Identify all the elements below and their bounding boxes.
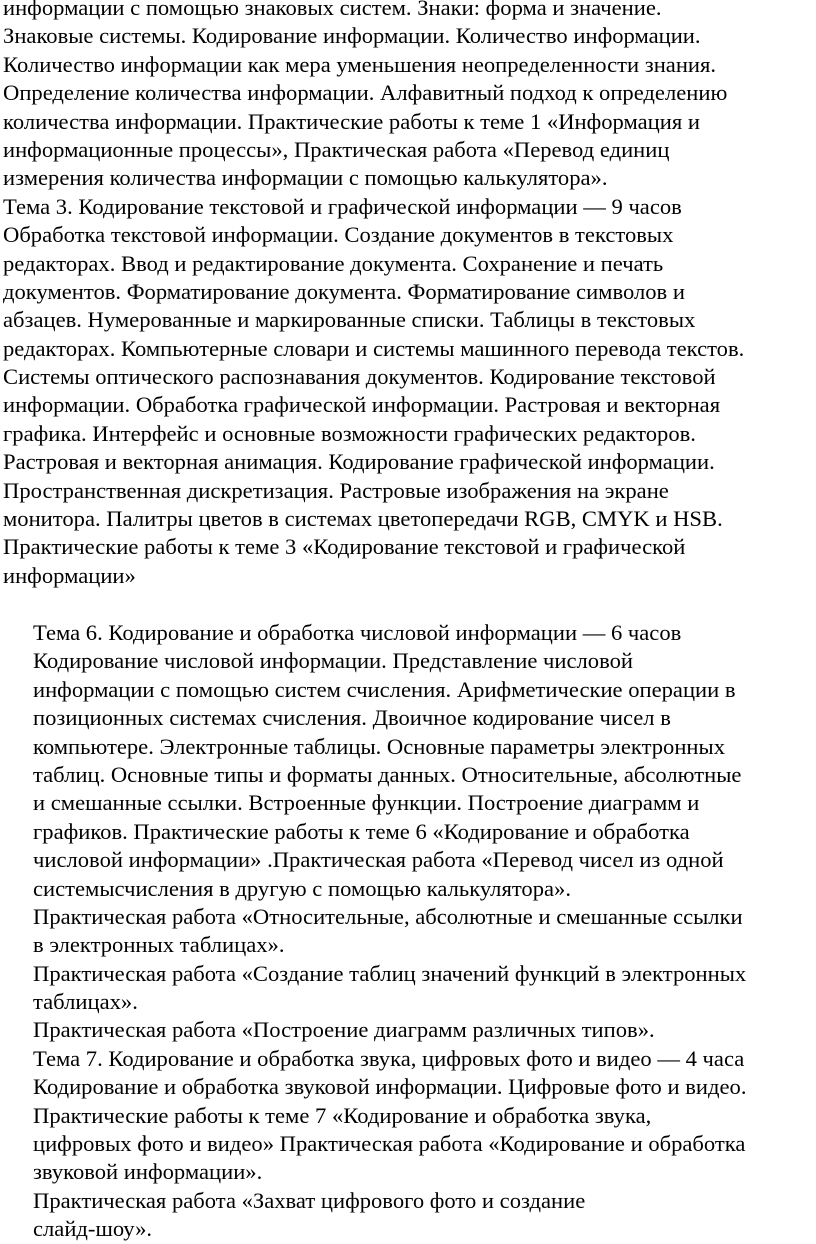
text-line: компьютере. Электронные таблицы. Основные параметры электронных bbox=[33, 733, 725, 759]
text-line: Практические работы к теме 7 «Кодирование и обработка звука, bbox=[33, 1102, 652, 1128]
text-line: Определение количества информации. Алфавитный подход к определению bbox=[3, 80, 728, 106]
text-line: Кодирование и обработка звуковой информации. Цифровые фото и видео. bbox=[33, 1074, 747, 1100]
text-line: слайд-шоу». bbox=[33, 1216, 153, 1242]
text-line: в электронных таблицах». bbox=[33, 932, 285, 958]
text-line: таблиц. Основные типы и форматы данных. Относительные, абсолютные bbox=[33, 761, 742, 787]
text-line: таблицах». bbox=[33, 989, 138, 1015]
text-line: информационные процессы», Практическая работа «Перевод единиц bbox=[3, 136, 670, 162]
text-line: числовой информации» .Практическая работа «Перевод чисел из одной bbox=[33, 847, 724, 873]
text-line: информации» bbox=[3, 562, 136, 588]
text-line: информации с помощью знаковых систем. Знаки: форма и значение. bbox=[3, 0, 662, 20]
text-line: Практическая работа «Создание таблиц значений функций в электронных bbox=[33, 960, 747, 986]
text-line: информации с помощью систем счисления. Арифметические операции в bbox=[33, 676, 736, 702]
text-line: цифровых фото и видео» Практическая работа «Кодирование и обработка bbox=[33, 1131, 746, 1157]
text-line: редакторах. Компьютерные словари и системы машинного перевода текстов. bbox=[3, 335, 745, 361]
text-line: звуковой информации». bbox=[33, 1159, 263, 1185]
text-line: Количество информации как мера уменьшения неопределенности знания. bbox=[3, 51, 717, 77]
text-block-topic-1-3 bbox=[3, 0, 744, 590]
text-line: Знаковые системы. Кодирование информации. Количество информации. bbox=[3, 23, 701, 49]
text-line: Системы оптического распознавания документов. Кодирование текстовой bbox=[3, 364, 716, 390]
text-line: Практическая работа «Построение диаграмм различных типов». bbox=[33, 1017, 655, 1043]
topic-heading-3: Тема 3. Кодирование текстовой и графической информации — 9 часов bbox=[3, 193, 682, 219]
text-line: Обработка текстовой информации. Создание документов в текстовых bbox=[3, 222, 674, 248]
text-line: Кодирование числовой информации. Представление числовой bbox=[33, 648, 633, 674]
text-line: Практическая работа «Захват цифрового фото и создание bbox=[33, 1187, 586, 1213]
text-line: позиционных системах счисления. Двоичное кодирование чисел в bbox=[33, 705, 671, 731]
text-line: Практические работы к теме 3 «Кодирование текстовой и графической bbox=[3, 534, 686, 560]
text-line: измерения количества информации с помощью калькулятора». bbox=[3, 165, 608, 191]
text-line: монитора. Палитры цветов в системах цветопередачи RGB, CMYK и HSB. bbox=[3, 506, 723, 532]
text-line: графиков. Практические работы к теме 6 «Кодирование и обработка bbox=[33, 818, 690, 844]
text-line: Практическая работа «Относительные, абсолютные и смешанные ссылки bbox=[33, 903, 743, 929]
text-line: системысчисления в другую с помощью калькулятора». bbox=[33, 875, 571, 901]
topic-heading-6: Тема 6. Кодирование и обработка числовой информации — 6 часов bbox=[33, 620, 682, 645]
text-line: Растровая и векторная анимация. Кодирование графической информации. bbox=[3, 449, 715, 475]
text-line: информации. Обработка графической информации. Растровая и векторная bbox=[3, 392, 721, 418]
text-line: абзацев. Нумерованные и маркированные списки. Таблицы в текстовых bbox=[3, 307, 696, 333]
text-line: количества информации. Практические работы к теме 1 «Информация и bbox=[3, 108, 700, 134]
text-line: графика. Интерфейс и основные возможности графических редакторов. bbox=[3, 420, 696, 446]
text-line: документов. Форматирование документа. Форматирование символов и bbox=[3, 278, 685, 304]
topic-heading-7: Тема 7. Кодирование и обработка звука, цифровых фото и видео — 4 часа bbox=[33, 1045, 745, 1071]
text-block-topic-6-7 bbox=[33, 619, 746, 1244]
text-line: Пространственная дискретизация. Растровые изображения на экране bbox=[3, 477, 669, 503]
text-line: редакторах. Ввод и редактирование документа. Сохранение и печать bbox=[3, 250, 664, 276]
text-line: и смешанные ссылки. Встроенные функции. Построение диаграмм и bbox=[33, 790, 700, 816]
